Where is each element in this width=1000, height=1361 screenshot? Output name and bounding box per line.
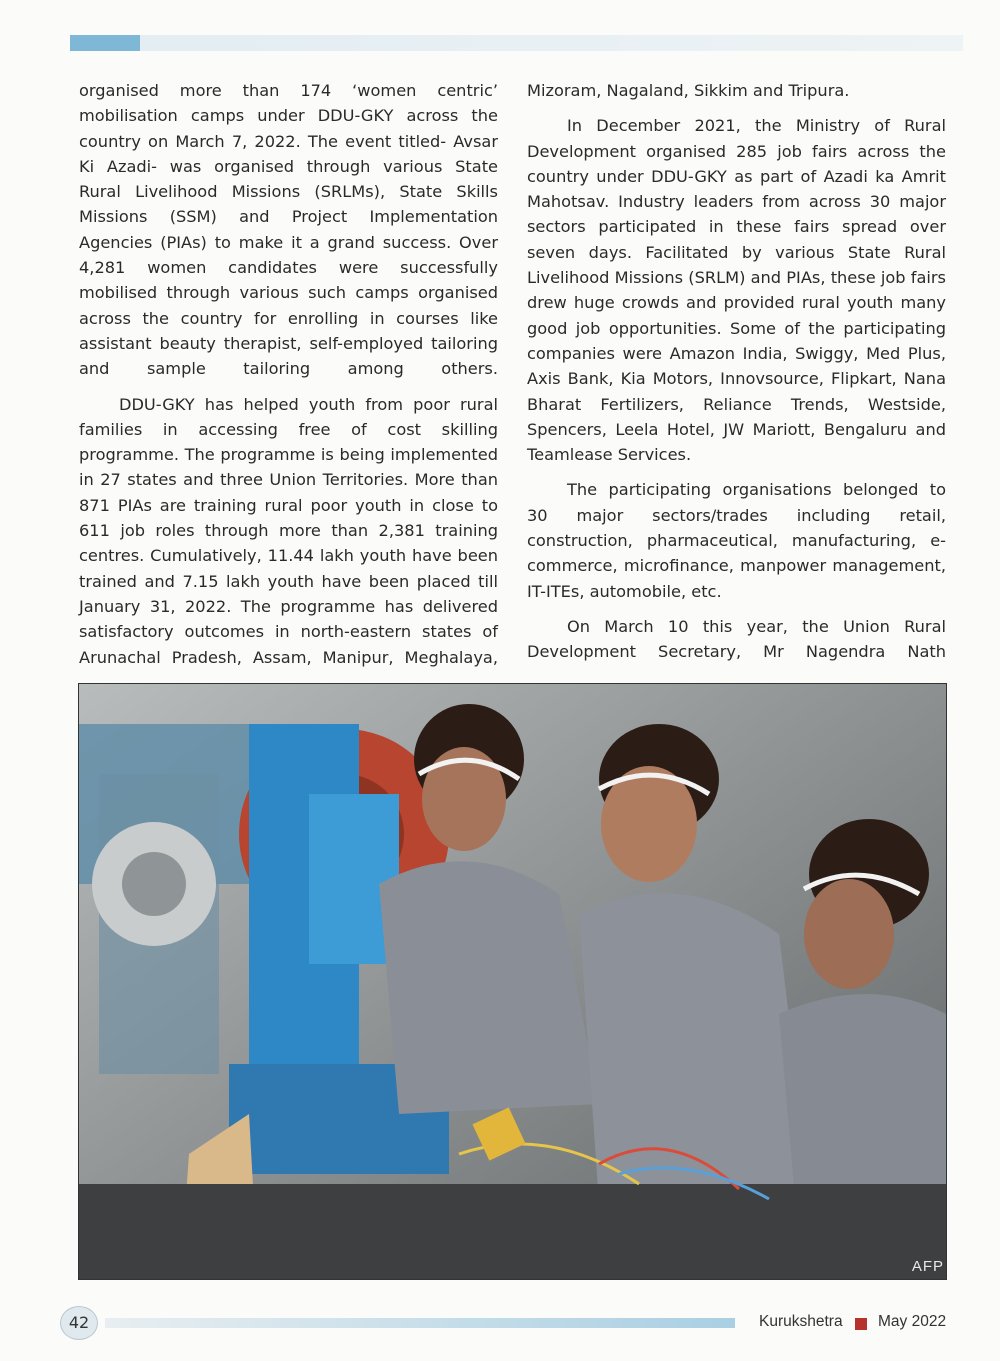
- issue-date: May 2022: [878, 1313, 947, 1330]
- photo-credit: AFP: [911, 1258, 944, 1275]
- header-accent-bar: [70, 35, 963, 51]
- paragraph: On March 10 this year, the Union Rural Development Secretary, Mr Nagendra Nath: [527, 616, 946, 662]
- paragraph: Mizoram, Nagaland, Sikkim and Tripura.: [527, 81, 850, 100]
- paragraph: organised more than 174 ‘women centric’ mobilisation camps under DDU-GKY across the country on March 7, 2022. The event titled- Avsar Ki Azadi- was organised through various State Rural Livelihood Missions (SRLMs), State Skills Missions (SSM) and Project Implementation Agencies (PIAs) to make it a grand success. Over 4,281 women candidates were successfully mobilised through various such camps organised across the country for enrolling in courses like assistant beauty therapist, self-employed tailoring and sample tailoring among others.: [79, 81, 498, 379]
- paragraph: DDU-GKY has helped youth from poor rural families in accessing free of cost skilling programme. The programme is being implemented in 27 states and three Union Territories. More than 871 PIAs are training rural poor youth in close to 611 job roles through more than 2,381 training centres. Cumulatively, 11.44 lakh youth have been trained and 7.15 lakh youth have been placed till January 31, 2022. The programme has delivered satisfactory outcomes in north-eastern states of Arunachal Pradesh, Assam, Manipur, Meghalaya,: [79, 394, 498, 667]
- factory-workers-photo: [78, 683, 947, 1280]
- paragraph: The participating organisations belonged to 30 major sectors/trades including retail, construction, pharmaceutical, manufacturing, e-commerce, microfinance, manpower management, IT-ITEs, automobile, etc.: [527, 480, 946, 601]
- photo-illustration: [79, 684, 946, 1279]
- separator-square-icon: [855, 1318, 867, 1330]
- footer-accent-bar: [105, 1318, 735, 1328]
- left-text-column: [79, 78, 498, 680]
- right-text-column: [527, 78, 946, 675]
- paragraph: In December 2021, the Ministry of Rural Development organised 285 job fairs across the country under DDU-GKY as part of Azadi ka Amrit Mahotsav. Industry leaders from across 30 major sectors participated in these fairs spread over seven days. Facilitated by various State Rural Livelihood Missions (SRLM) and PIAs, these job fairs drew huge crowds and provided rural youth many good job opportunities. Some of the participating companies were Amazon India, Swiggy, Med Plus, Axis Bank, Kia Motors, Innovsource, Flipkart, Nana Bharat Fertilizers, Reliance Trends, Westside, Spencers, Leela Hotel, JW Mariott, Bengaluru and Teamlease Services.: [527, 116, 946, 465]
- magazine-name: Kurukshetra: [759, 1313, 843, 1330]
- page-number: 42: [60, 1306, 98, 1340]
